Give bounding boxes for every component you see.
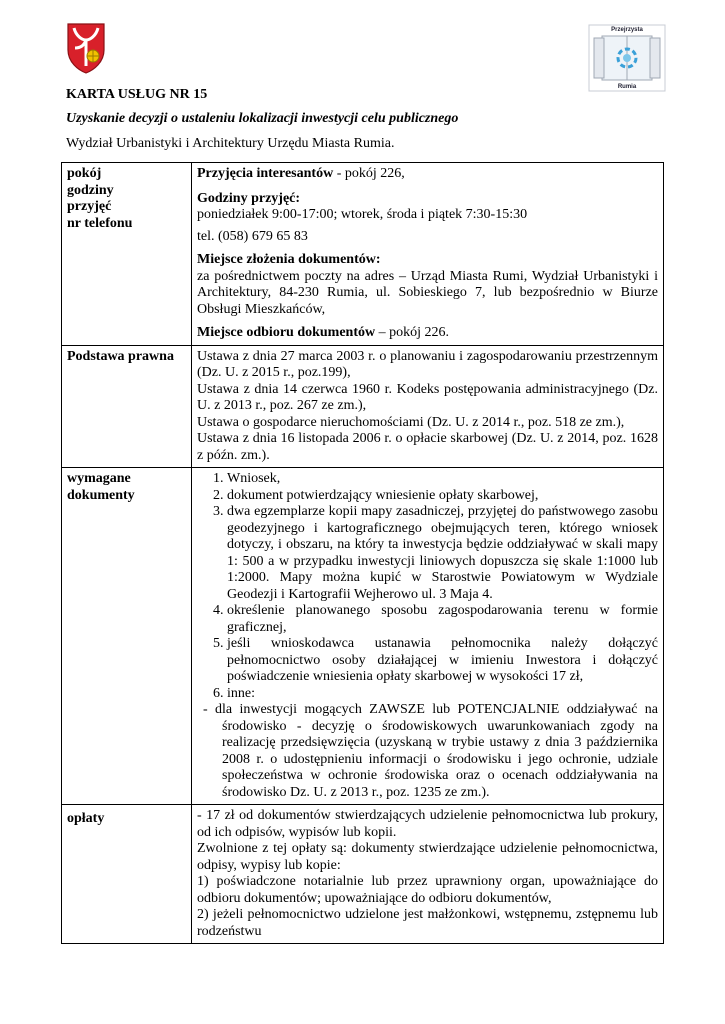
- list-item: 2. dokument potwierdzający wniesienie opłaty skarbowej,: [227, 488, 658, 505]
- phone-number: tel. (058) 679 65 83: [197, 228, 308, 244]
- table-row-required-documents: [62, 468, 664, 805]
- fee-line: - 17 zł od dokumentów stwierdzających udzielenie pełnomocnictwa lub prokury, od ich odpisów, wypisów lub kopii.: [197, 808, 658, 840]
- label-line: pokój: [67, 166, 102, 181]
- list-item: 5. jeśli wnioskodawca ustanawia pełnomocnika należy dołączyć pełnomocnictwo osoby działającej w imieniu Inwestora i dołączyć poświadczenie wniesienia opłaty skarbowej w wysokości 17 zł,: [227, 636, 658, 686]
- environmental-decision-note: - dla inwestycji mogących ZAWSZE lub POTENCJALNIE oddziaływać na środowisko - decyzję o środowiskowych uwarunkowaniach zgody na realizację przedsięwzięcia (uzyskaną w trybie ustawy z dnia 3 października 2008 r. o udostępnieniu informacji o środowisku i jego ochronie, udziale społeczeństwa w ochronie środowiska oraz o ocenach oddziaływania na środowisko Dz. U. z 2013 r., poz. 1235 ze zm.).: [203, 702, 658, 800]
- hours-value: poniedziałek 9:00-17:00; wtorek, środa i piątek 7:30-15:30: [197, 207, 528, 222]
- submit-value: za pośrednictwem poczty na adres – Urząd Miasta Rumi, Wydział Urbanistyki i Architektury, 84-230 Rumia, ul. Sobieskiego 7, lub bezpośrednio w Biurze Obsługi Mieszkańców,: [197, 268, 658, 317]
- content-cell-required-documents: [192, 468, 664, 805]
- label-line: godziny: [67, 182, 114, 198]
- fee-line: 1) poświadczone notarialnie lub przez uprawniony organ, upoważniające do odbioru dokumentów; upoważniające do odbioru dokumentów,: [197, 874, 658, 906]
- legal-basis-line: Ustawa z dnia 16 listopada 2006 r. o opłacie skarbowej (Dz. U. z 2014, poz. 1628 z późn. zm.).: [197, 431, 658, 463]
- department-name: Wydział Urbanistyki i Architektury Urzędu Miasta Rumia.: [66, 136, 395, 151]
- content-cell-fees: [192, 805, 664, 944]
- hours-label: Godziny przyjęć:: [197, 190, 301, 206]
- badge-bottom-text: Rumia: [617, 84, 637, 90]
- table-row-fees: [62, 805, 664, 944]
- fee-line: 2) jeżeli pełnomocnictwo udzielone jest małżonkowi, wstępnemu, zstępnemu lub rodzeństwu: [197, 907, 658, 939]
- label-line: wymagane: [67, 471, 131, 486]
- table-row-legal-basis: [62, 345, 664, 468]
- label-cell-legal-basis: Podstawa prawna: [62, 345, 192, 468]
- list-item: 3. dwa egzemplarze kopii mapy zasadniczej, przyjętej do państwowego zasobu geodezyjnego i kartograficznego obejmujących teren, którego wniosek dotyczy, i obszaru, na który ta inwestycja będzie oddziaływać w skali mapy 1: 500 a w przypadku inwestycji liniowych dopuszcza się skale 1:1000 lub 1:2000. Mapy można kupić w Starostwie Powiatowym w Wydziale Geodezji i Kartografii Wejherowo ul. 3 Maja 4.: [227, 504, 658, 603]
- page-title: KARTA USŁUG NR 15: [66, 87, 208, 102]
- content-cell-contact: [192, 163, 664, 346]
- legal-basis-line: Ustawa z dnia 14 czerwca 1960 r. Kodeks postępowania administracyjnego (Dz. U. z 2013 r., poz. 267 ze zm.),: [197, 381, 658, 413]
- list-item: 1. Wniosek,: [227, 471, 658, 488]
- submit-label: Miejsce złożenia dokumentów:: [197, 252, 381, 267]
- label-line: dokumenty: [67, 487, 135, 503]
- fee-line: Zwolnione z tej opłaty są: dokumenty stwierdzające udzielenie pełnomocnictwa, odpisy, wypisy lub kopie:: [197, 841, 658, 873]
- list-item: 6. inne:: [227, 686, 658, 703]
- label-line: nr telefonu: [67, 215, 133, 231]
- required-documents-list: [197, 471, 658, 702]
- badge-top-text: Przejrzysta: [611, 27, 643, 33]
- label-line: przyjęć: [67, 199, 112, 214]
- list-item: 4. określenie planowanego sposobu zagospodarowania terenu w formie graficznej,: [227, 603, 658, 636]
- legal-basis-line: Ustawa z dnia 27 marca 2003 r. o planowaniu i zagospodarowaniu przestrzennym (Dz. U. z 2015 r., poz.199),: [197, 348, 658, 380]
- reception-value: - pokój 226,: [333, 166, 405, 181]
- label-cell-contact: [62, 163, 192, 346]
- transparency-badge-logo: [588, 24, 666, 92]
- page-subtitle: Uzyskanie decyzji o ustaleniu lokalizacji inwestycji celu publicznego: [66, 111, 459, 126]
- content-cell-legal-basis: [192, 345, 664, 468]
- legal-basis-line: Ustawa o gospodarce nieruchomościami (Dz. U. z 2014 r., poz. 518 ze zm.),: [197, 414, 625, 430]
- pickup-value: – pokój 226.: [375, 325, 450, 340]
- label-cell-fees: opłaty: [62, 805, 192, 944]
- table-row-contact: [62, 163, 664, 346]
- reception-label: Przyjęcia interesantów: [197, 166, 334, 181]
- pickup-label: Miejsce odbioru dokumentów: [197, 325, 376, 340]
- label-cell-required-documents: [62, 468, 192, 805]
- coat-of-arms-logo: [66, 22, 106, 74]
- service-card-table: [61, 162, 664, 944]
